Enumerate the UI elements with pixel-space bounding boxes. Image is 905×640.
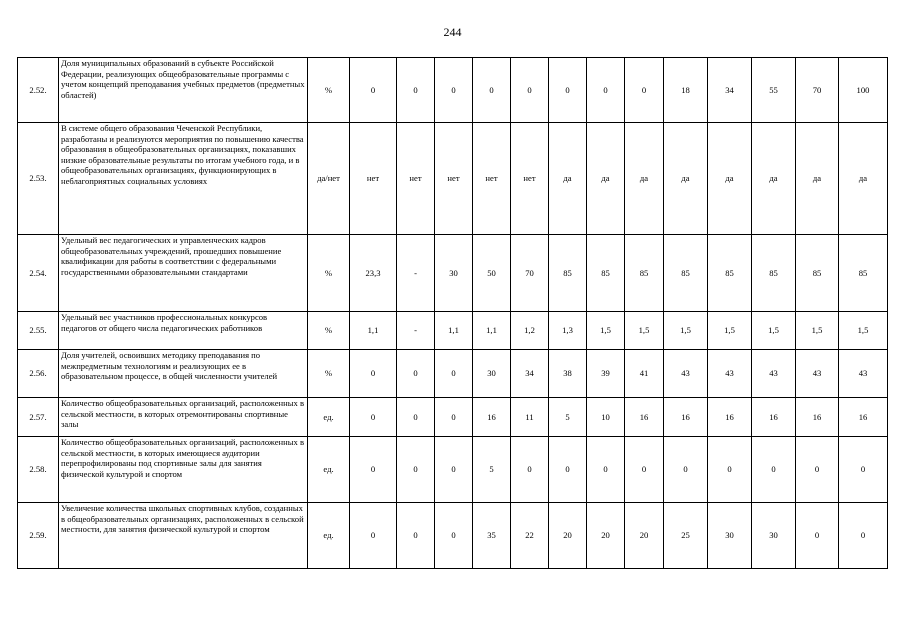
table-body [18,58,888,569]
value-cell: 0 [587,58,625,123]
value-cell: 30 [435,235,473,312]
value-cell: 18 [664,58,708,123]
value-cell: 0 [796,437,839,503]
value-cell: 1,5 [796,312,839,350]
value-cell: 16 [708,398,752,437]
value-cell: 22 [511,503,549,569]
value-cell: - [397,312,435,350]
table-row [18,58,888,123]
value-cell: 70 [796,58,839,123]
value-cell: 38 [549,350,587,398]
value-cell: да [587,123,625,235]
value-cell: нет [473,123,511,235]
value-cell: 34 [511,350,549,398]
value-cell: 16 [625,398,664,437]
value-cell: 85 [839,235,888,312]
value-cell: 43 [708,350,752,398]
value-cell: 0 [549,437,587,503]
indicator-description: Удельный вес участников профессиональных конкурсов педагогов от общего числа педагогических работников [59,312,308,350]
value-cell: 55 [752,58,796,123]
table-row [18,437,888,503]
value-cell: 100 [839,58,888,123]
row-number: 2.52. [18,58,59,123]
value-cell: 0 [350,503,397,569]
value-cell: 0 [435,350,473,398]
value-cell: да [752,123,796,235]
value-cell: 85 [708,235,752,312]
row-number: 2.54. [18,235,59,312]
value-cell: 0 [350,58,397,123]
value-cell: 0 [435,398,473,437]
value-cell: 43 [752,350,796,398]
value-cell: 1,5 [587,312,625,350]
value-cell: да [625,123,664,235]
value-cell: 16 [796,398,839,437]
indicator-description: В системе общего образования Чеченской Республики, разработаны и реализуются мероприятия по повышению качества образования в общеобразовательных организациях, показавших низкие образовательные результаты по итогам учебного года, и в общеобразовательных организациях, функционирующих в неблагоприятных социальных условиях [59,123,308,235]
indicator-description: Доля учителей, освоивших методику преподавания по межпредметным технологиям и реализующих ее в образовательном процессе, в общей численности учителей [59,350,308,398]
row-number: 2.58. [18,437,59,503]
value-cell: нет [397,123,435,235]
value-cell: 0 [397,350,435,398]
indicator-description: Количество общеобразовательных организаций, расположенных в сельской местности, в которых имеющиеся аудитории перепрофилированы под спортивные залы для занятия физической культурой и спортом [59,437,308,503]
value-cell: 1,5 [625,312,664,350]
unit-cell: % [308,350,350,398]
value-cell: 1,1 [435,312,473,350]
value-cell: нет [511,123,549,235]
value-cell: 0 [839,503,888,569]
value-cell: 35 [473,503,511,569]
value-cell: 0 [397,503,435,569]
value-cell: 16 [664,398,708,437]
indicator-description: Количество общеобразовательных организаций, расположенных в сельской местности, в которых отремонтированы спортивные залы [59,398,308,437]
value-cell: 0 [839,437,888,503]
value-cell: 43 [839,350,888,398]
value-cell: 0 [549,58,587,123]
value-cell: 0 [397,58,435,123]
value-cell: 0 [435,437,473,503]
value-cell: да [839,123,888,235]
value-cell: 0 [397,398,435,437]
value-cell: 0 [511,58,549,123]
value-cell: 85 [752,235,796,312]
value-cell: 85 [549,235,587,312]
value-cell: 85 [625,235,664,312]
value-cell: 43 [796,350,839,398]
value-cell: да [708,123,752,235]
unit-cell: ед. [308,437,350,503]
row-number: 2.53. [18,123,59,235]
value-cell: 34 [708,58,752,123]
unit-cell: % [308,235,350,312]
value-cell: 85 [587,235,625,312]
value-cell: 0 [587,437,625,503]
value-cell: 20 [587,503,625,569]
indicator-description: Удельный вес педагогических и управленческих кадров общеобразовательных учреждений, прошедших повышение квалификации для работы в соответствии с федеральными государственными образовательными стандартами [59,235,308,312]
value-cell: 0 [435,58,473,123]
value-cell: 0 [511,437,549,503]
value-cell: 1,5 [839,312,888,350]
value-cell: 1,5 [664,312,708,350]
value-cell: нет [350,123,397,235]
value-cell: 0 [350,398,397,437]
value-cell: 0 [473,58,511,123]
value-cell: 0 [435,503,473,569]
value-cell: 85 [796,235,839,312]
row-number: 2.57. [18,398,59,437]
value-cell: 0 [350,437,397,503]
value-cell: 43 [664,350,708,398]
value-cell: 5 [549,398,587,437]
value-cell: 30 [708,503,752,569]
unit-cell: да/нет [308,123,350,235]
value-cell: 1,5 [752,312,796,350]
table-row [18,503,888,569]
table-row [18,235,888,312]
value-cell: 70 [511,235,549,312]
table-row [18,398,888,437]
indicators-table [17,57,888,569]
value-cell: 39 [587,350,625,398]
unit-cell: % [308,312,350,350]
value-cell: 0 [664,437,708,503]
row-number: 2.56. [18,350,59,398]
value-cell: - [397,235,435,312]
value-cell: 16 [473,398,511,437]
value-cell: 20 [625,503,664,569]
value-cell: 1,5 [708,312,752,350]
value-cell: 50 [473,235,511,312]
value-cell: 0 [625,437,664,503]
table-row [18,350,888,398]
value-cell: да [549,123,587,235]
value-cell: 0 [350,350,397,398]
unit-cell: % [308,58,350,123]
value-cell: нет [435,123,473,235]
value-cell: 16 [752,398,796,437]
table-row [18,312,888,350]
unit-cell: ед. [308,398,350,437]
row-number: 2.59. [18,503,59,569]
value-cell: 0 [397,437,435,503]
value-cell: 10 [587,398,625,437]
indicator-description: Увеличение количества школьных спортивных клубов, созданных в общеобразовательных организациях, расположенных в сельской местности, для занятия физической культурой и спортом [59,503,308,569]
table-row [18,123,888,235]
value-cell: 5 [473,437,511,503]
value-cell: 23,3 [350,235,397,312]
value-cell: 16 [839,398,888,437]
value-cell: 20 [549,503,587,569]
value-cell: 0 [625,58,664,123]
value-cell: 1,2 [511,312,549,350]
page-number: 244 [443,25,462,39]
value-cell: 41 [625,350,664,398]
value-cell: 25 [664,503,708,569]
row-number: 2.55. [18,312,59,350]
value-cell: 85 [664,235,708,312]
value-cell: 30 [473,350,511,398]
value-cell: 30 [752,503,796,569]
value-cell: 1,1 [473,312,511,350]
indicator-description: Доля муниципальных образований в субъекте Российской Федерации, реализующих общеобразовательные программы с учетом концепций преподавания учебных предметов (предметных областей) [59,58,308,123]
value-cell: 0 [708,437,752,503]
value-cell: 0 [796,503,839,569]
value-cell: 11 [511,398,549,437]
value-cell: да [796,123,839,235]
value-cell: 1,1 [350,312,397,350]
value-cell: да [664,123,708,235]
value-cell: 0 [752,437,796,503]
unit-cell: ед. [308,503,350,569]
value-cell: 1,3 [549,312,587,350]
